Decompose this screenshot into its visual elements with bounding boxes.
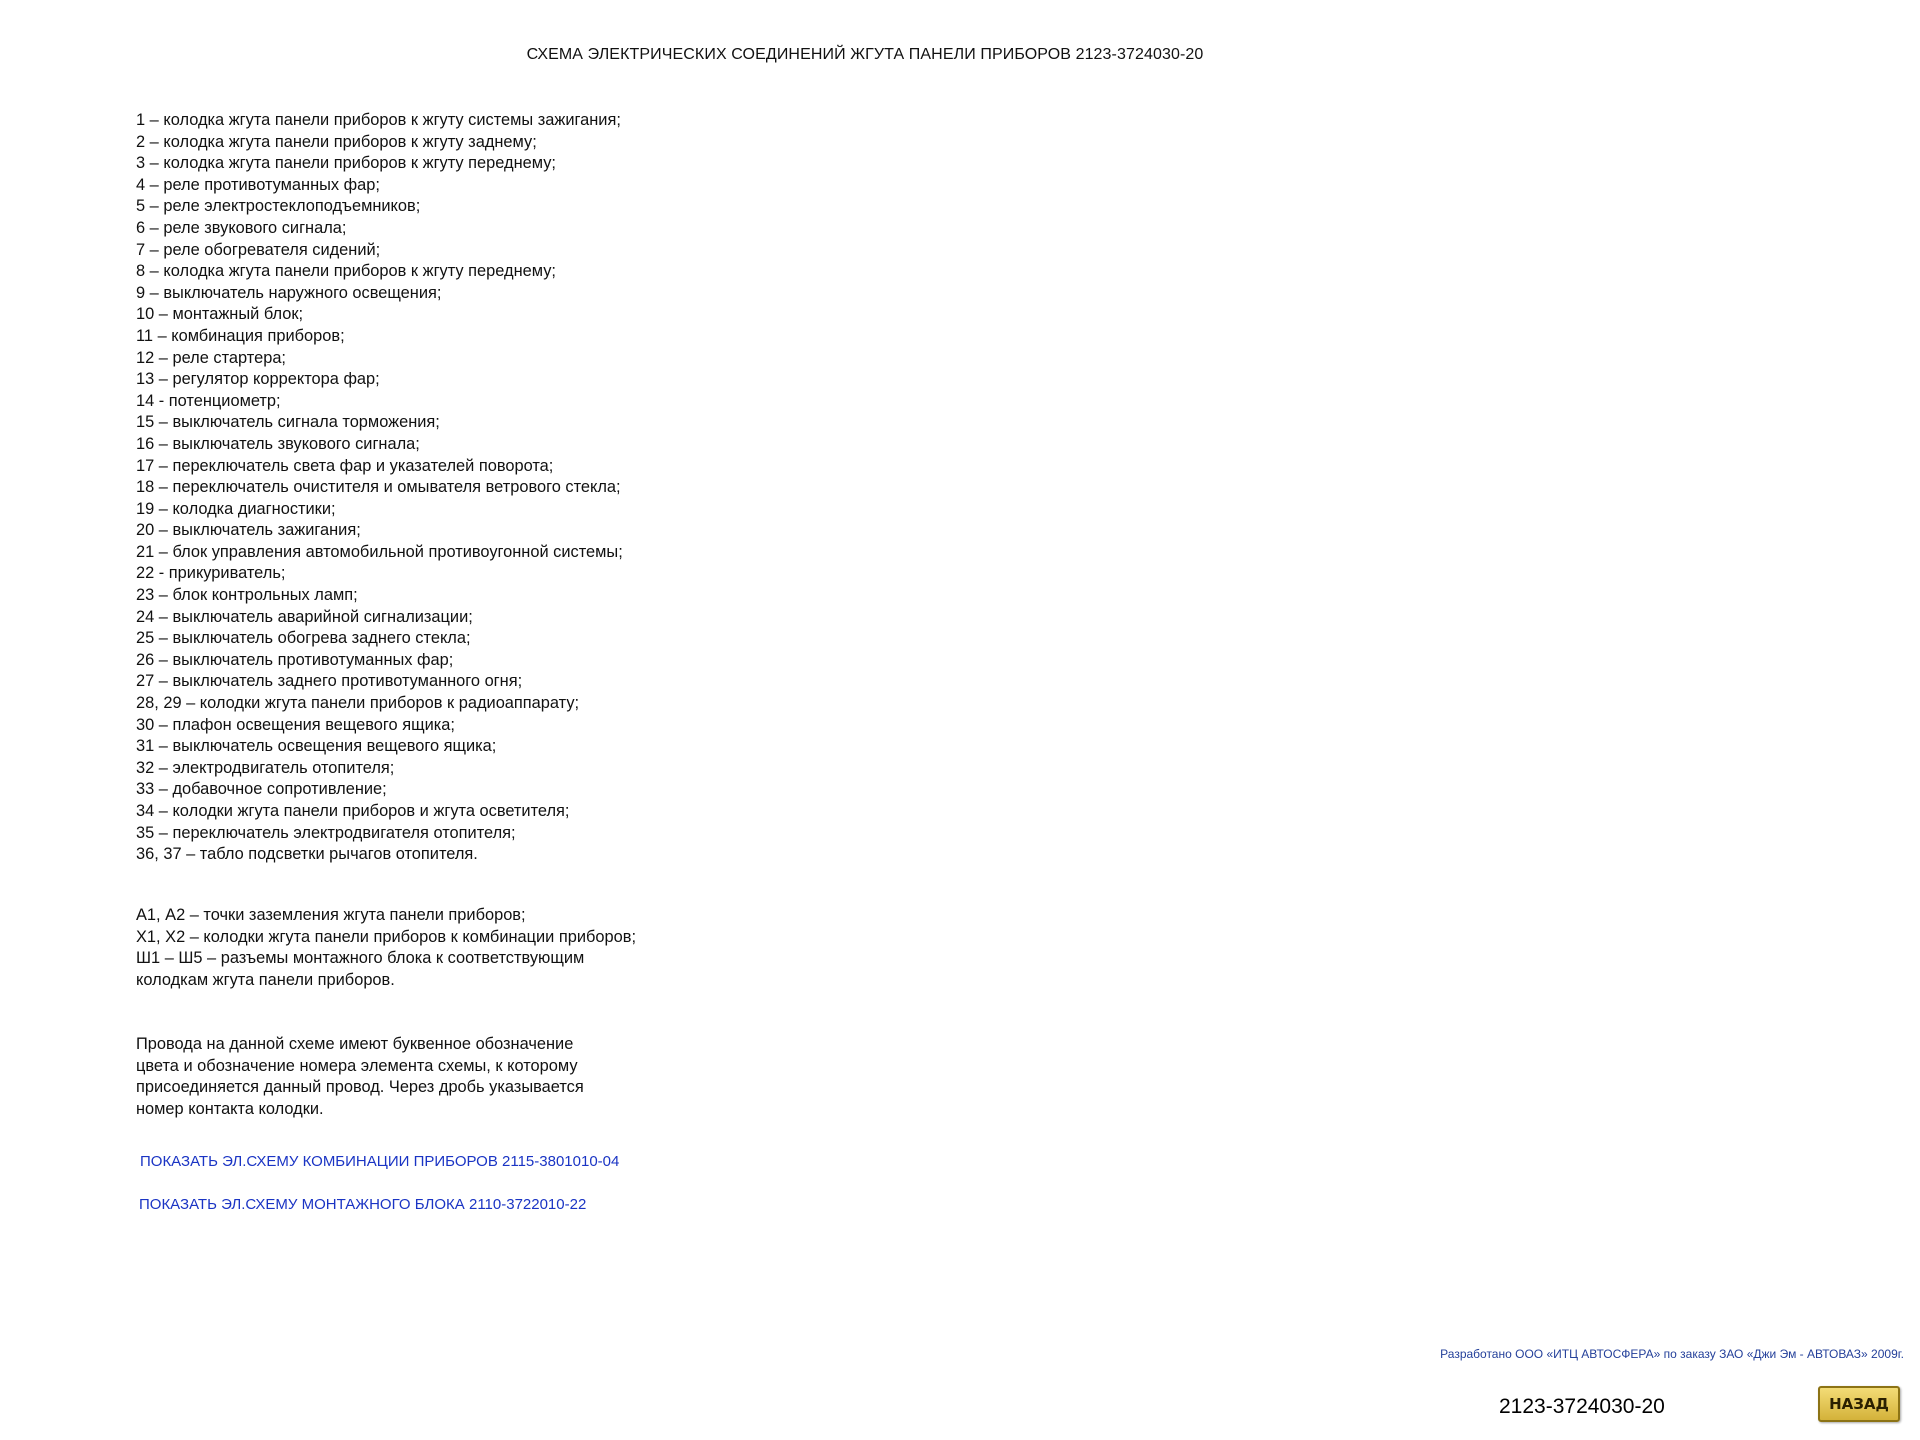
legend-item: 11 – комбинация приборов; bbox=[136, 326, 345, 345]
legend-item: 5 – реле электростеклоподъемников; bbox=[136, 197, 421, 216]
extra-legend-list bbox=[136, 905, 636, 991]
page-title: СХЕМА ЭЛЕКТРИЧЕСКИХ СОЕДИНЕНИЙ ЖГУТА ПАНЕЛИ ПРИБОРОВ 2123-3724030-20 bbox=[526, 46, 1204, 63]
legend-item: 7 – реле обогревателя сидений; bbox=[136, 240, 381, 259]
legend-item: 32 – электродвигатель отопителя; bbox=[136, 758, 395, 777]
legend-item: 25 – выключатель обогрева заднего стекла; bbox=[136, 629, 471, 648]
extra-legend-line: А1, А2 – точки заземления жгута панели приборов; bbox=[136, 906, 526, 924]
legend-item: 9 – выключатель наружного освещения; bbox=[136, 283, 442, 302]
legend-item: 24 – выключатель аварийной сигнализации; bbox=[136, 607, 473, 626]
legend-item: 30 – плафон освещения вещевого ящика; bbox=[136, 715, 455, 734]
legend-item: 33 – добавочное сопротивление; bbox=[136, 780, 387, 799]
legend-item: 28, 29 – колодки жгута панели приборов к радиоаппарату; bbox=[136, 694, 580, 713]
legend-item: 12 – реле стартера; bbox=[136, 348, 286, 367]
legend-item: 35 – переключатель электродвигателя отопителя; bbox=[136, 823, 516, 842]
legend-item: 15 – выключатель сигнала торможения; bbox=[136, 413, 440, 432]
legend-item: 1 – колодка жгута панели приборов к жгуту системы зажигания; bbox=[136, 111, 621, 129]
extra-legend-line: Ш1 – Ш5 – разъемы монтажного блока к соответствующим bbox=[136, 949, 585, 968]
legend-item: 8 – колодка жгута панели приборов к жгуту переднему; bbox=[136, 262, 556, 281]
legend-item: 19 – колодка диагностики; bbox=[136, 499, 336, 518]
extra-legend-line: колодкам жгута панели приборов. bbox=[136, 970, 395, 989]
show-mounting-block-schema-link[interactable]: ПОКАЗАТЬ ЭЛ.СХЕМУ МОНТАЖНОГО БЛОКА 2110-3722010-22 bbox=[139, 1196, 587, 1213]
legend-item: 21 – блок управления автомобильной противоугонной системы; bbox=[136, 542, 623, 561]
legend-item: 31 – выключатель освещения вещевого ящика; bbox=[136, 737, 497, 756]
extra-legend-line: Х1, Х2 – колодки жгута панели приборов к комбинации приборов; bbox=[136, 927, 637, 946]
legend-item: 2 – колодка жгута панели приборов к жгуту заднему; bbox=[136, 132, 537, 151]
credits-text: Разработано ООО «ИТЦ АВТОСФЕРА» по заказу ЗАО «Джи Эм - АВТОВАЗ» 2009г. bbox=[1440, 1347, 1904, 1361]
legend-list bbox=[136, 110, 623, 866]
legend-item: 6 – реле звукового сигнала; bbox=[136, 218, 347, 237]
legend-item: 14 - потенциометр; bbox=[136, 391, 281, 410]
note-line: цвета и обозначение номера элемента схемы, к которому bbox=[136, 1056, 578, 1075]
legend-item: 16 – выключатель звукового сигнала; bbox=[136, 434, 420, 453]
legend-item: 22 - прикуриватель; bbox=[136, 564, 286, 583]
show-instrument-cluster-schema-link[interactable]: ПОКАЗАТЬ ЭЛ.СХЕМУ КОМБИНАЦИИ ПРИБОРОВ 2115-3801010-04 bbox=[140, 1153, 620, 1170]
legend-item: 18 – переключатель очистителя и омывателя ветрового стекла; bbox=[136, 478, 621, 497]
legend-item: 10 – монтажный блок; bbox=[136, 305, 304, 324]
legend-item: 17 – переключатель света фар и указателей поворота; bbox=[136, 456, 554, 475]
legend-item: 3 – колодка жгута панели приборов к жгуту переднему; bbox=[136, 154, 556, 173]
back-button[interactable]: НАЗАД bbox=[1818, 1386, 1900, 1422]
legend-item: 4 – реле противотуманных фар; bbox=[136, 175, 380, 194]
legend-item: 20 – выключатель зажигания; bbox=[136, 521, 361, 540]
legend-item: 26 – выключатель противотуманных фар; bbox=[136, 650, 454, 669]
legend-item: 36, 37 – табло подсветки рычагов отопителя. bbox=[136, 845, 478, 864]
legend-item: 23 – блок контрольных ламп; bbox=[136, 586, 358, 605]
note-line: номер контакта колодки. bbox=[136, 1099, 324, 1118]
legend-item: 27 – выключатель заднего противотуманного огня; bbox=[136, 672, 523, 691]
note-line: Провода на данной схеме имеют буквенное обозначение bbox=[136, 1035, 574, 1053]
note-line: присоединяется данный провод. Через дробь указывается bbox=[136, 1078, 584, 1097]
legend-item: 34 – колодки жгута панели приборов и жгута осветителя; bbox=[136, 802, 570, 820]
document-code: 2123-3724030-20 bbox=[1499, 1395, 1665, 1418]
legend-item: 13 – регулятор корректора фар; bbox=[136, 370, 380, 389]
wiring-note bbox=[136, 1034, 584, 1120]
